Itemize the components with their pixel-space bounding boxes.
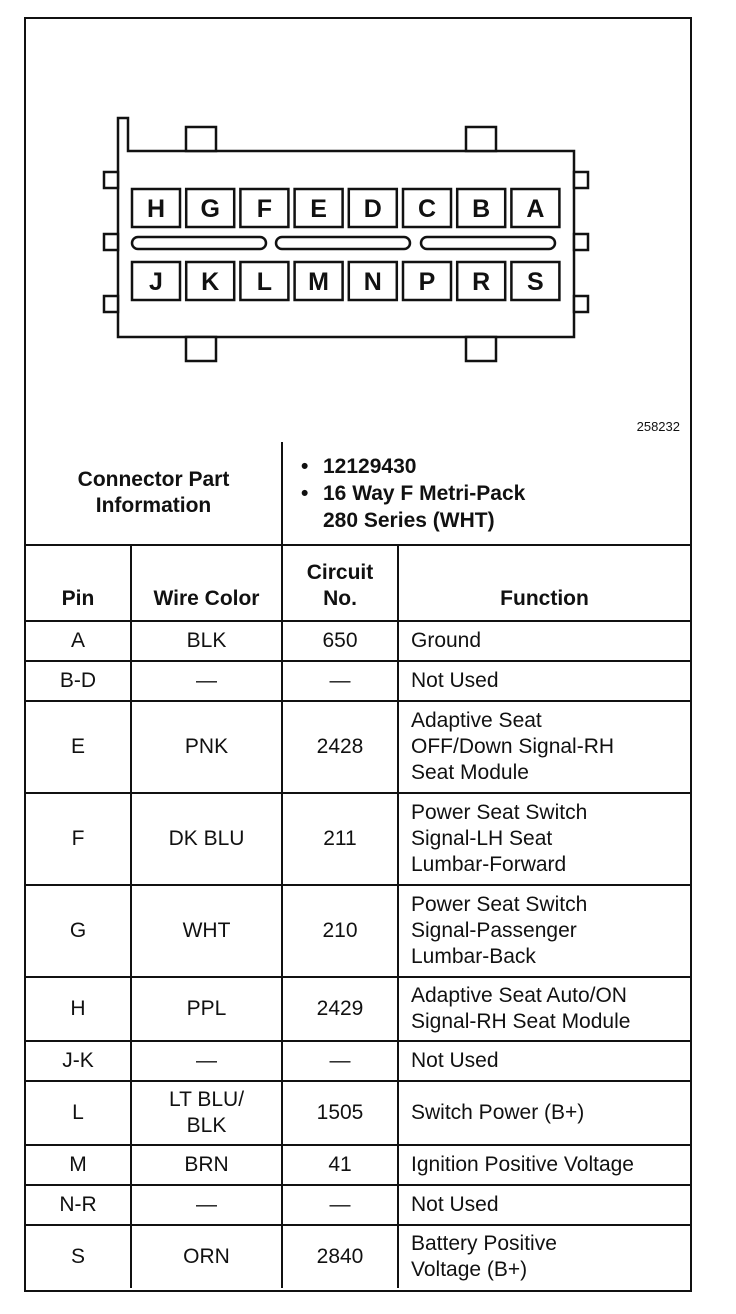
header-function: Function	[398, 545, 690, 621]
connector-description-line1: • 16 Way F Metri-Pack	[323, 480, 682, 507]
circuit-cell: 2429	[282, 977, 398, 1041]
connector-figure	[26, 19, 690, 442]
wire-color-cell	[131, 1225, 282, 1288]
pin-label-a: A	[526, 195, 545, 223]
table-row	[26, 977, 690, 1041]
table-row	[26, 1081, 690, 1145]
circuit-cell: 211	[282, 793, 398, 885]
wire-color-cell	[131, 1185, 282, 1225]
table-row	[26, 1185, 690, 1225]
divider-slot-3	[421, 237, 555, 249]
connector-info-label	[26, 442, 282, 545]
pin-label-f: F	[256, 195, 273, 223]
wire-color-line: —	[196, 669, 217, 692]
pin-label-k: K	[201, 268, 220, 296]
pin-label-d: D	[363, 195, 382, 223]
function-cell	[398, 977, 690, 1041]
wire-color-cell	[131, 1081, 282, 1145]
function-line: Not Used	[411, 1193, 499, 1216]
right-side-tab-3	[574, 296, 588, 312]
wire-color-cell	[131, 977, 282, 1041]
function-line: Adaptive Seat	[411, 709, 542, 732]
wire-color-line: WHT	[182, 919, 231, 942]
pin-label-h: H	[146, 195, 166, 223]
figure-number: 258232	[636, 419, 680, 434]
wire-color-line: PPL	[186, 997, 227, 1020]
left-side-tab-1	[104, 172, 118, 188]
connector-document	[24, 17, 692, 1292]
pin-label-n: N	[363, 268, 382, 296]
pin-label-c: C	[417, 195, 437, 223]
function-cell	[398, 1145, 690, 1185]
wire-color-cell	[131, 1145, 282, 1185]
function-line: Ground	[411, 629, 482, 652]
right-side-tab-2	[574, 234, 588, 250]
wire-color-cell	[131, 621, 282, 661]
pin-cell: L	[26, 1081, 131, 1145]
function-line: Not Used	[411, 669, 499, 692]
function-cell	[398, 793, 690, 885]
wire-color-line: —	[196, 1193, 217, 1216]
pin-label-b: B	[472, 195, 491, 223]
function-line: Adaptive Seat Auto/ON	[411, 984, 627, 1007]
top-tab-left	[186, 127, 216, 151]
function-line: Lumbar-Back	[411, 945, 536, 968]
function-line: Power Seat Switch	[411, 893, 588, 916]
pin-label-j: J	[149, 268, 163, 296]
header-wire-color: Wire Color	[131, 545, 282, 621]
table-row	[26, 621, 690, 661]
function-line: Signal-Passenger	[411, 919, 577, 942]
connector-info-values	[282, 442, 690, 545]
header-circuit	[282, 545, 398, 621]
function-cell	[398, 1185, 690, 1225]
connector-face-drawing	[26, 19, 690, 442]
circuit-cell: 41	[282, 1145, 398, 1185]
pin-label-r: R	[472, 268, 491, 296]
connector-info-label-line2: Information	[95, 494, 212, 517]
pin-cell: F	[26, 793, 131, 885]
function-line: Switch Power (B+)	[411, 1101, 585, 1124]
bottom-tab-right	[466, 337, 496, 361]
function-line: Ignition Positive Voltage	[411, 1153, 634, 1176]
wire-color-line: DK BLU	[168, 827, 245, 850]
table-row	[26, 885, 690, 977]
function-line: Signal-LH Seat	[411, 827, 553, 850]
function-line: OFF/Down Signal-RH	[411, 735, 615, 758]
function-line: Battery Positive	[411, 1232, 557, 1255]
pin-cell: S	[26, 1225, 131, 1288]
function-line: Power Seat Switch	[411, 801, 588, 824]
table-header-row	[26, 545, 690, 621]
circuit-cell: 2428	[282, 701, 398, 793]
left-side-tab-3	[104, 296, 118, 312]
circuit-cell: —	[282, 1185, 398, 1225]
circuit-cell: 2840	[282, 1225, 398, 1288]
connector-description-line2: 280 Series (WHT)	[323, 508, 495, 532]
pin-cell: A	[26, 621, 131, 661]
part-number: • 12129430	[323, 453, 682, 480]
function-cell	[398, 1225, 690, 1288]
header-circuit-line2: No.	[323, 587, 357, 610]
function-cell	[398, 621, 690, 661]
wire-color-cell	[131, 661, 282, 701]
function-line: Lumbar-Forward	[411, 853, 567, 876]
table-row	[26, 1041, 690, 1081]
pin-label-s: S	[527, 268, 544, 296]
function-cell	[398, 701, 690, 793]
pinout-table	[26, 442, 690, 1288]
header-circuit-line1: Circuit	[306, 561, 374, 584]
pin-label-m: M	[308, 268, 330, 296]
circuit-cell: 210	[282, 885, 398, 977]
pin-label-p: P	[418, 268, 436, 296]
divider-slot-2	[276, 237, 410, 249]
circuit-cell: —	[282, 1041, 398, 1081]
wire-color-line: ORN	[183, 1245, 230, 1268]
pin-cell: M	[26, 1145, 131, 1185]
wire-color-cell	[131, 1041, 282, 1081]
function-cell	[398, 1041, 690, 1081]
circuit-cell: —	[282, 661, 398, 701]
function-cell	[398, 1081, 690, 1145]
wire-color-line: BLK	[186, 1114, 227, 1137]
circuit-cell: 1505	[282, 1081, 398, 1145]
wire-color-cell	[131, 701, 282, 793]
table-row	[26, 793, 690, 885]
pin-label-l: L	[256, 268, 273, 296]
pin-label-g: G	[200, 195, 220, 223]
function-cell	[398, 661, 690, 701]
table-row	[26, 701, 690, 793]
pin-cell: B-D	[26, 661, 131, 701]
table-row	[26, 661, 690, 701]
function-line: Voltage (B+)	[411, 1258, 528, 1281]
pin-cell: G	[26, 885, 131, 977]
header-pin: Pin	[26, 545, 131, 621]
top-tab-right	[466, 127, 496, 151]
function-line: Seat Module	[411, 761, 529, 784]
wire-color-cell	[131, 793, 282, 885]
function-line: Signal-RH Seat Module	[411, 1010, 631, 1033]
connector-info-label-line1: Connector Part	[77, 468, 230, 491]
wire-color-line: LT BLU/	[168, 1088, 245, 1111]
wire-color-line: BRN	[184, 1153, 229, 1176]
table-row	[26, 1145, 690, 1185]
table-row	[26, 1225, 690, 1288]
wire-color-line: PNK	[184, 735, 229, 758]
divider-slot-1	[132, 237, 266, 249]
wire-color-line: —	[196, 1049, 217, 1072]
bottom-tab-left	[186, 337, 216, 361]
left-side-tab-2	[104, 234, 118, 250]
pin-cell: E	[26, 701, 131, 793]
function-line: Not Used	[411, 1049, 499, 1072]
wire-color-cell	[131, 885, 282, 977]
pin-label-e: E	[310, 195, 327, 223]
wire-color-line: BLK	[186, 629, 227, 652]
right-side-tab-1	[574, 172, 588, 188]
connector-info-row	[26, 442, 690, 545]
pin-cell: N-R	[26, 1185, 131, 1225]
pin-cell: J-K	[26, 1041, 131, 1081]
function-cell	[398, 885, 690, 977]
pin-cell: H	[26, 977, 131, 1041]
circuit-cell: 650	[282, 621, 398, 661]
